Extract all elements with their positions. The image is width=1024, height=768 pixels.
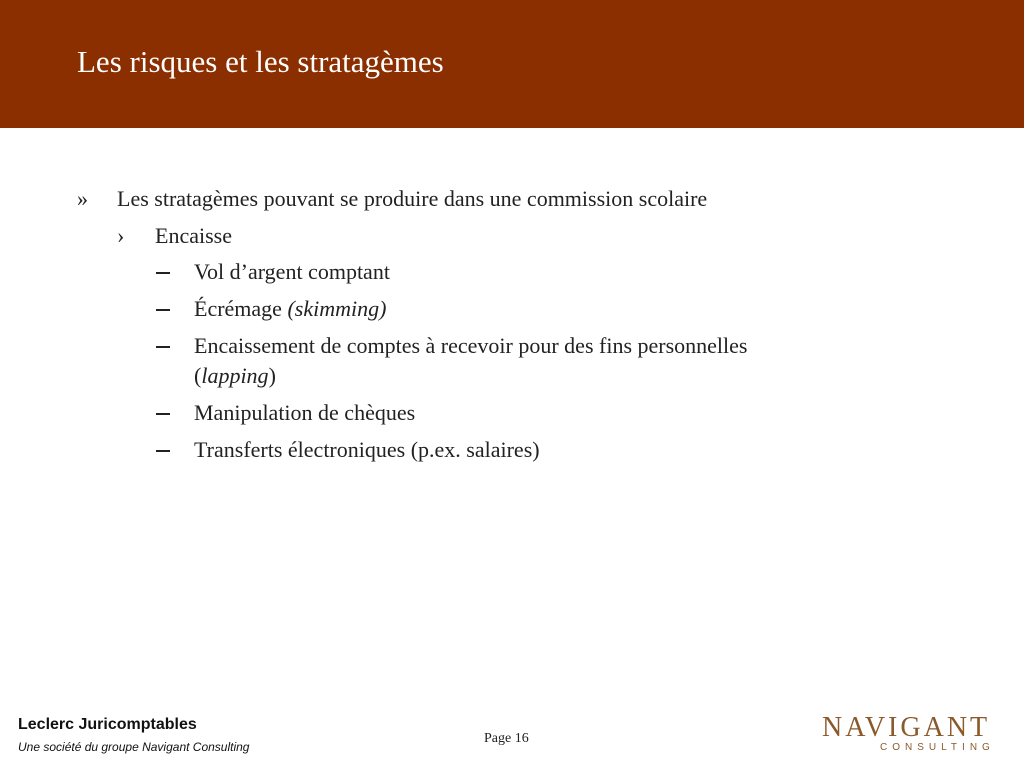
footer-company: Leclerc Juricomptables xyxy=(18,716,197,733)
dash-marker xyxy=(156,450,170,452)
bullet-level1-marker: » xyxy=(77,186,88,211)
dash-marker xyxy=(156,346,170,348)
navigant-logo xyxy=(822,712,1006,754)
list-item: Encaissement de comptes à recevoir pour des fins personnelles xyxy=(194,333,748,358)
list-item-italic: lapping xyxy=(201,363,269,388)
list-item-italic: (skimming) xyxy=(287,296,387,321)
list-item: Vol d’argent comptant xyxy=(194,259,390,284)
list-item-text: Écrémage xyxy=(194,296,288,321)
list-item xyxy=(194,296,386,322)
paren-open: ( xyxy=(194,363,202,388)
slide-title: Les risques et les stratagèmes xyxy=(77,44,444,79)
bullet-level2-text: Encaisse xyxy=(155,223,232,248)
bullet-level2-marker: › xyxy=(117,223,125,248)
header-band xyxy=(0,0,1024,128)
dash-marker xyxy=(156,272,170,274)
list-item: Manipulation de chèques xyxy=(194,400,416,425)
list-item: Transferts électroniques (p.ex. salaires) xyxy=(194,437,540,462)
footer-subtitle: Une société du groupe Navigant Consulting xyxy=(18,740,250,754)
dash-marker xyxy=(156,413,170,415)
bullet-level1-text: Les stratagèmes pouvant se produire dans une commission scolaire xyxy=(117,186,708,211)
dash-marker xyxy=(156,309,170,311)
logo-word: NAVIGANT xyxy=(822,712,991,743)
paren-close: ) xyxy=(268,363,276,388)
logo-sub: CONSULTING xyxy=(880,742,995,753)
page-number: Page 16 xyxy=(484,731,529,746)
list-item-continuation xyxy=(194,363,276,389)
